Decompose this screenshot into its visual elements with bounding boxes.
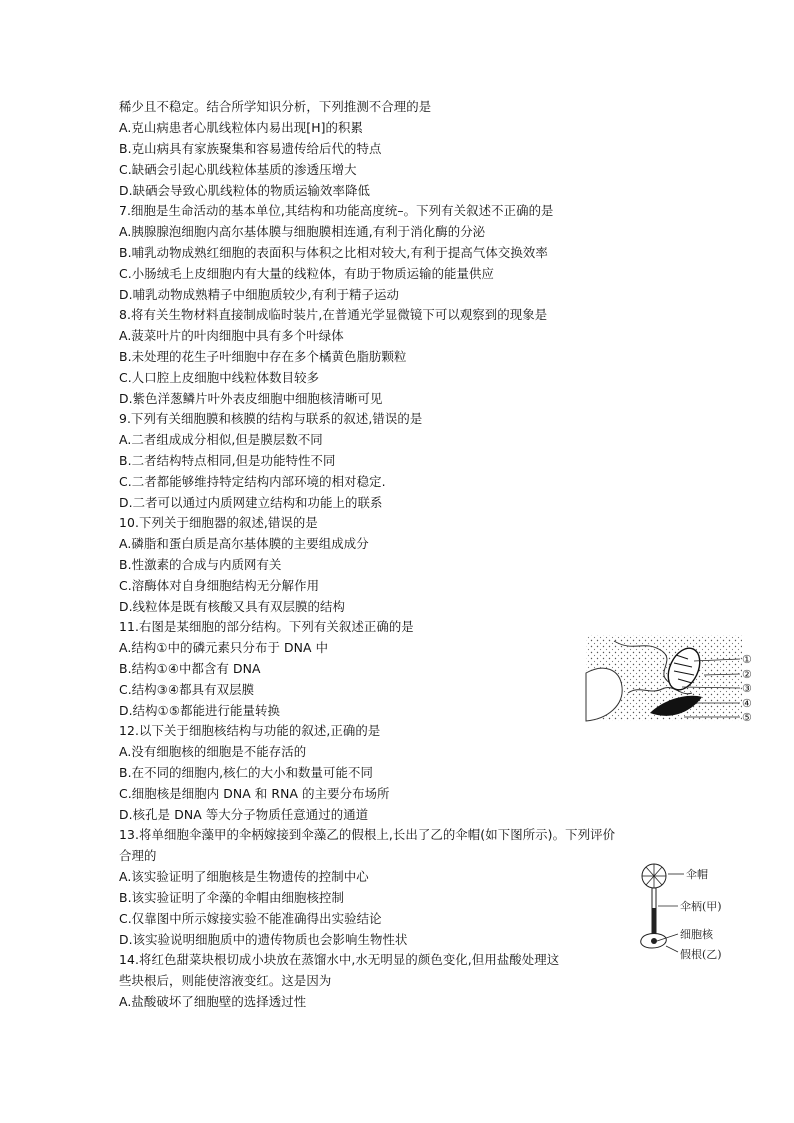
text-line: D.核孔是 DNA 等大分子物质任意通过的通道: [119, 807, 369, 822]
question-9: 9.下列有关细胞膜和核膜的结构与联系的叙述,错误的是: [119, 411, 423, 426]
question-8: 8.将有关生物材料直接制成临时装片,在普通光学显微镜下可以观察到的现象是: [119, 307, 548, 322]
text-line: D.结构①⑤都能进行能量转换: [119, 703, 281, 718]
text-line: D.哺乳动物成熟精子中细胞质较少,有利于精子运动: [119, 287, 400, 302]
text-line: C.小肠绒毛上皮细胞内有大量的线粒体，有助于物质运输的能量供应: [119, 266, 495, 281]
label-2: ②: [742, 668, 752, 681]
text-line: B.性激素的合成与内质网有关: [119, 557, 282, 572]
label-5: ⑤: [742, 711, 752, 724]
label-stalk: 伞柄(甲): [680, 900, 722, 913]
question-14: 14.将红色甜菜块根切成小块放在蒸馏水中,水无明显的颜色变化,但用盐酸处理这: [119, 952, 560, 967]
text-line: D.二者可以通过内质网建立结构和功能上的联系: [119, 495, 383, 510]
question-7: 7.细胞是生命活动的基本单位,其结构和功能高度统–。下列有关叙述不正确的是: [119, 203, 554, 218]
text-line: C.细胞核是细胞内 DNA 和 RNA 的主要分布场所: [119, 786, 390, 801]
text-line: A.没有细胞核的细胞是不能存活的: [119, 744, 307, 759]
text-line: C.仅靠图中所示嫁接实验不能准确得出实验结论: [119, 911, 382, 926]
text-line: 些块根后，则能使溶液变红。这是因为: [119, 973, 332, 988]
text-line: A.该实验证明了细胞核是生物遗传的控制中心: [119, 869, 369, 884]
text-line: 合理的: [119, 848, 157, 863]
text-line: A.克山病患者心肌线粒体内易出现[H]的积累: [119, 120, 364, 135]
text-line: C.二者都能够维持特定结构内部环境的相对稳定.: [119, 474, 386, 489]
text-line: A.二者组成成分相似,但是膜层数不同: [119, 432, 323, 447]
text-line: C.缺硒会引起心肌线粒体基质的渗透压增大: [119, 162, 357, 177]
text-line: C.溶酶体对自身细胞结构无分解作用: [119, 578, 320, 593]
question-10: 10.下列关于细胞器的叙述,错误的是: [119, 515, 318, 530]
question-11: 11.右图是某细胞的部分结构。下列有关叙述正确的是: [119, 619, 414, 634]
label-cap: 伞帽: [686, 868, 708, 881]
text-line: B.二者结构特点相同,但是功能特性不同: [119, 453, 336, 468]
text-line: D.紫色洋葱鳞片叶外表皮细胞中细胞核清晰可见: [119, 391, 383, 406]
label-4: ④: [742, 697, 752, 710]
text-line: A.胰腺腺泡细胞内高尔基体膜与细胞膜相连通,有利于消化酶的分泌: [119, 224, 486, 239]
umbrella-alga-figure: [632, 862, 742, 964]
text-line: A.盐酸破坏了细胞壁的选择透过性: [119, 994, 307, 1009]
text-line: C.结构③④都具有双层膜: [119, 682, 255, 697]
nucleus-dot: [651, 938, 657, 944]
question-13: 13.将单细胞伞藻甲的伞柄嫁接到伞藻乙的假根上,长出了乙的伞帽(如下图所示)。下列评价: [119, 827, 616, 842]
text-line: 稀少且不稳定。结合所学知识分析，下列推测不合理的是: [119, 99, 432, 114]
stalk-lower: [653, 908, 656, 934]
cell-structure-figure: [584, 633, 760, 725]
label-1: ①: [742, 653, 752, 666]
text-line: D.线粒体是既有核酸又具有双层膜的结构: [119, 599, 346, 614]
text-line: D.该实验说明细胞质中的遗传物质也会影响生物性状: [119, 932, 408, 947]
text-line: D.缺硒会导致心肌线粒体的物质运输效率降低: [119, 183, 371, 198]
label-nucleus: 细胞核: [680, 928, 713, 941]
text-line: B.该实验证明了伞藻的伞帽由细胞核控制: [119, 890, 344, 905]
text-line: B.未处理的花生子叶细胞中存在多个橘黄色脂肪颗粒: [119, 349, 407, 364]
text-line: B.克山病具有家族聚集和容易遗传给后代的特点: [119, 141, 382, 156]
text-line: B.哺乳动物成熟红细胞的表面积与体积之比相对较大,有利于提高气体交换效率: [119, 245, 548, 260]
text-line: B.在不同的细胞内,核仁的大小和数量可能不同: [119, 765, 373, 780]
question-12: 12.以下关于细胞核结构与功能的叙述,正确的是: [119, 723, 381, 738]
label-rhizoid: 假根(乙): [680, 948, 722, 961]
text-line: C.人口腔上皮细胞中线粒体数目较多: [119, 370, 320, 385]
text-line: B.结构①④中都含有 DNA: [119, 661, 261, 676]
text-line: A.结构①中的磷元素只分布于 DNA 中: [119, 640, 329, 655]
label-3: ③: [742, 682, 752, 695]
text-line: A.菠菜叶片的叶肉细胞中具有多个叶绿体: [119, 328, 344, 343]
text-line: A.磷脂和蛋白质是高尔基体膜的主要组成成分: [119, 536, 369, 551]
